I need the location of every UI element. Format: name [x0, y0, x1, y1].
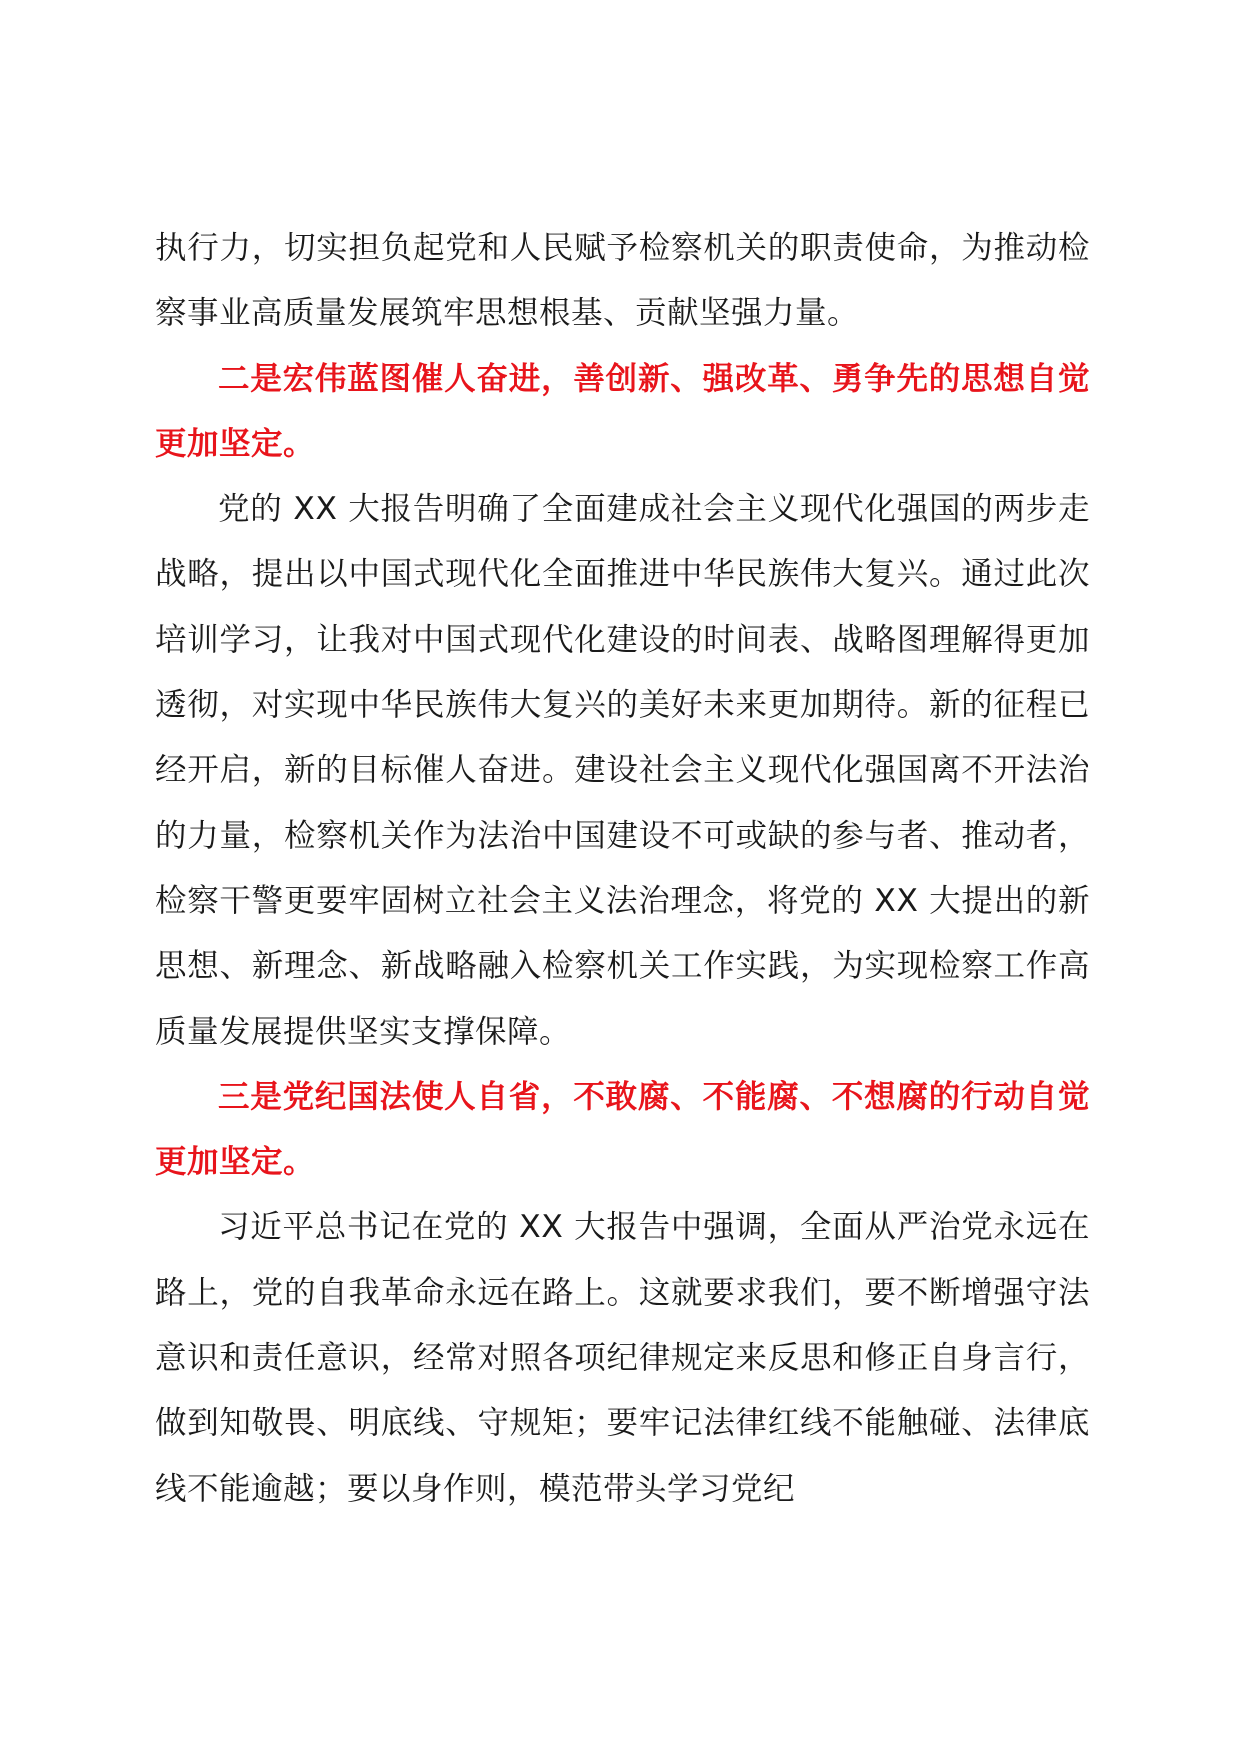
- paragraph-body-three: 习近平总书记在党的 XX 大报告中强调，全面从严治党永远在路上，党的自我革命永远在路上。这就要求我们，要不断增强守法意识和责任意识，经常对照各项纪律规定来反思和修正自身言行，做到知敬畏、明底线、守规矩；要牢记法律红线不能触碰、法律底线不能逾越；要以身作则，模范带头学习党纪: [155, 1209, 1090, 1507]
- paragraph-body-two: 党的 XX 大报告明确了全面建成社会主义现代化强国的两步走战略，提出以中国式现代化全面推进中华民族伟大复兴。通过此次培训学习，让我对中国式现代化建设的时间表、战略图理解得更加透彻，对实现中华民族伟大复兴的美好未来更加期待。新的征程已经开启，新的目标催人奋进。建设社会主义现代化强国离不开法治的力量，检察机关作为法治中国建设不可或缺的参与者、推动者，检察干警更要牢固树立社会主义法治理念，将党的 XX 大提出的新思想、新理念、新战略融入检察机关工作实践，为实现检察工作高质量发展提供坚实支撑保障。: [155, 491, 1090, 1050]
- section-heading-two: 二是宏伟蓝图催人奋进，善创新、强改革、勇争先的思想自觉更加坚定。: [155, 360, 1090, 462]
- document-body: [155, 216, 1090, 1522]
- paragraph-continuation: 执行力，切实担负起党和人民赋予检察机关的职责使命，为推动检察事业高质量发展筑牢思想根基、贡献坚强力量。: [155, 230, 1090, 332]
- section-heading-three: 三是党纪国法使人自省，不敢腐、不能腐、不想腐的行动自觉更加坚定。: [155, 1078, 1090, 1181]
